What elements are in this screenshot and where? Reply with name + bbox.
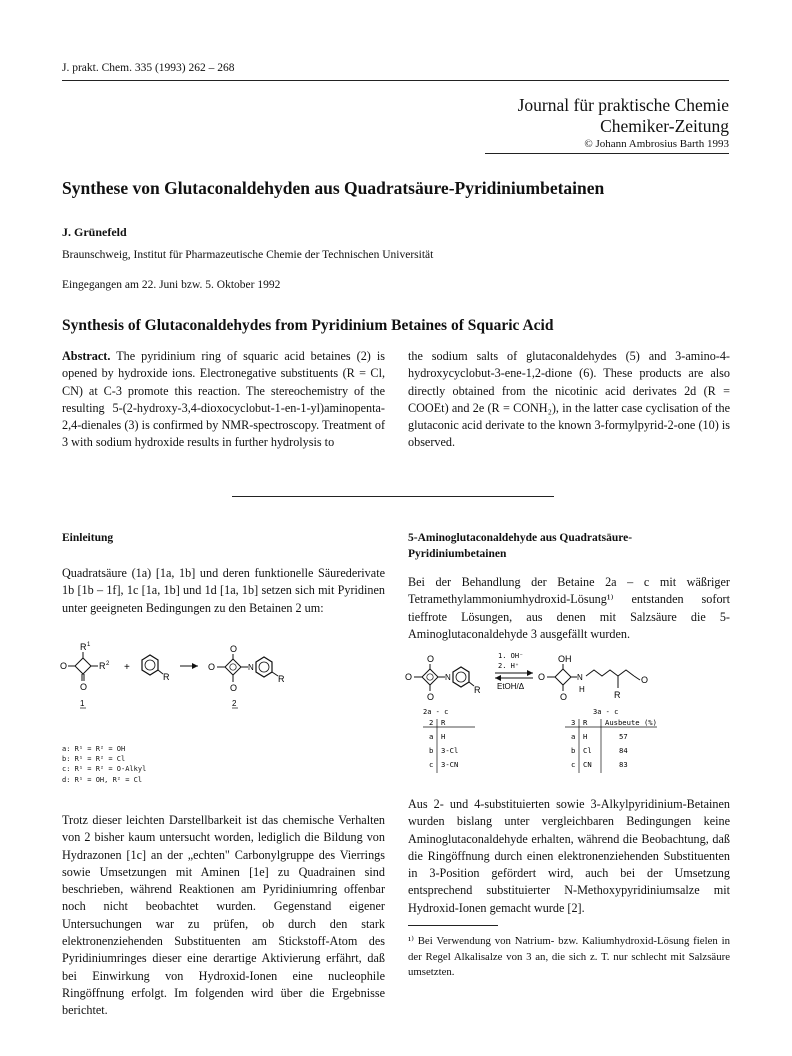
scheme2-atom: O: [427, 692, 435, 702]
article-title: Synthese von Glutaconaldehyden aus Quadratsäure-Pyridiniumbetainen: [62, 178, 605, 198]
scheme1-atom: 2: [106, 661, 110, 667]
footnote-rule: [408, 925, 498, 926]
abstract-left: [62, 348, 385, 452]
scheme1-atom: O: [230, 644, 238, 654]
condition-step-1: 1. OH⁻: [498, 652, 524, 660]
table-cell: CN: [583, 760, 592, 769]
scheme1-atom: R: [163, 672, 170, 682]
compound-label-2: 2: [232, 699, 237, 708]
reaction-scheme-1: [58, 640, 378, 745]
english-title: Synthesis of Glutaconaldehydes from Pyridinium Betaines of Squaric Acid: [62, 317, 554, 334]
scheme2-atom: O: [641, 675, 649, 685]
scheme1-atom: 1: [87, 642, 91, 648]
scheme2-atom: O: [560, 692, 568, 702]
table-cell: c: [571, 760, 576, 769]
table-cell: a: [429, 732, 434, 741]
abstract-text-left: The pyridinium ring of squaric acid betaines (2) is opened by hydroxide ions. Electronegative substituents (R = Cl, CN) at C-3 promote this reaction. The stereochemistry of the resulting 5-(2-hydroxy-3,4-dioxocyclobut-1-en-1-yl)aminopenta-2,4-dienales (3) is confirmed by NMR-spectroscopy. Treatment of 3 with sodium hydroxide results in further hydrolysis to: [62, 349, 385, 450]
table-cell: 3-CN: [441, 760, 459, 769]
scheme2-atom: OH: [558, 654, 572, 664]
definition-line: c: R¹ = R² = O-Alkyl: [62, 765, 147, 774]
copyright-rule: [485, 153, 729, 154]
paragraph-intro: Quadratsäure (1a) [1a, 1b] und deren funktionelle Säurederivate 1b [1b – 1f], 1c [1a, 1b] und 1d [1a, 1b] setzen sich mit Pyridinen unter geeigneten Bedingungen zu den Betainen 2 um:: [62, 566, 385, 615]
substituent-definitions: [62, 744, 146, 785]
table-cell: 84: [619, 746, 628, 755]
table-header: 2: [429, 718, 434, 727]
section-heading-aminoglutaconaldehyde: 5-Aminoglutaconaldehyde aus Quadratsäure-Pyridiniumbetainen: [408, 532, 633, 560]
paragraph-background: Trotz dieser leichten Darstellbarkeit ist das chemische Verhalten von 2 bisher kaum untersucht worden, lediglich die Bildung von Hydrazonen [1c] an der „echten" Carbonylgruppe des Vierrings sowie Umsetzungen mit Aminen [1e] zu Quadrainen sind beschrieben, während Reaktionen am Pyridiniumring offenbar noch nicht beobachtet wurden. Gegenstand eigener Untersuchungen war zu prüfen, ob durch den stark elektronenziehenden Substituenten am Stickstoff-Atom des Pyridiniumringes dieser eine derartige Aktivierung erfährt, daß bei Einwirkung von Hydroxid-Ionen eine nucleophile Ringöffnung erfolgt. Im folgenden wird über die Ergebnisse berichtet.: [62, 813, 385, 1018]
scheme2-atom: O: [405, 672, 413, 682]
journal-subtitle: Chemiker-Zeitung: [600, 116, 729, 136]
table-header: R: [441, 718, 446, 727]
table-cell: H: [583, 732, 588, 741]
section-divider: [232, 496, 554, 497]
scheme1-atom: O: [230, 683, 238, 693]
table-cell: 57: [619, 732, 628, 741]
reaction-scheme-2: [405, 648, 730, 783]
abstract-right: the sodium salts of glutaconaldehydes (5) and 3-amino-4-hydroxycyclobut-3-ene-1,2-dione (6). These products are also directly obtained from the nicotinic acid derivates 2d (R = COOEt) and 2e (R = CONH₂), in the latter case cyclisation of the glutaconic acid derivate to the known 3-formylpyrid-2-one (10) is observed.: [408, 349, 730, 450]
table-cell: 3-Cl: [441, 746, 459, 755]
table-cell: Cl: [583, 746, 592, 755]
paragraph-substitution: Aus 2- und 4-substituierten sowie 3-Alkylpyridinium-Betainen wurden bislang unter vergleichbaren Bedingungen keine Aminoglutaconaldehyde erhalten, während die Beobachtung, daß die Ringöffnung durch einen elektronenziehenden Substituenten in 3-Position gefördert wird, auch bei der Umsetzung entsprechend substituierter N-Methoxypyridiniumsalze mit Hydroxid-Ionen gemacht wurde [2].: [408, 797, 730, 915]
condition-step-2: 2. H⁺: [498, 662, 520, 670]
received-date: Eingegangen am 22. Juni bzw. 5. Oktober 1992: [62, 279, 281, 291]
scheme2-atom: O: [427, 654, 435, 664]
scheme2-atom: R: [474, 685, 481, 695]
scheme1-atom: O: [80, 682, 88, 692]
scheme1-atom: R: [278, 674, 285, 684]
copyright: © Johann Ambrosius Barth 1993: [584, 138, 729, 150]
compound-label-2a-c: 2a - c: [423, 708, 449, 716]
author: J. Grünefeld: [62, 225, 127, 239]
scheme1-atom: R: [80, 642, 87, 652]
running-header: J. prakt. Chem. 335 (1993) 262 – 268: [62, 62, 235, 74]
definition-line: b: R¹ = R² = Cl: [62, 755, 126, 764]
table-compound-3-yield: [565, 718, 657, 773]
table-cell: H: [441, 732, 446, 741]
table-header: R: [583, 718, 588, 727]
definition-line: a: R¹ = R² = OH: [62, 745, 126, 753]
plus-sign: +: [124, 662, 130, 673]
table-header: 3: [571, 718, 576, 727]
journal-title: Journal für praktische Chemie: [517, 95, 729, 115]
scheme1-atom: O: [208, 662, 216, 672]
header-rule: [62, 80, 729, 81]
abstract-label: Abstract.: [62, 349, 111, 363]
table-compound-2: [423, 718, 475, 773]
section-heading-einleitung: Einleitung: [62, 532, 114, 544]
affiliation: Braunschweig, Institut für Pharmazeutische Chemie der Technischen Universität: [62, 249, 434, 261]
scheme1-atom: N: [248, 663, 254, 672]
table-cell: c: [429, 760, 434, 769]
table-cell: b: [429, 746, 434, 755]
scheme2-atom: N: [577, 673, 583, 682]
paragraph-treatment: Bei der Behandlung der Betaine 2a – c mit wäßriger Tetramethylammoniumhydroxid-Lösung¹⁾ entstanden sofort tieffrote Lösungen, aus denen mit Salzsäure die 5-Aminoglutaconaldehyde 3 ausgefällt wurden.: [408, 575, 730, 641]
scheme2-atom: R: [614, 690, 621, 700]
compound-label-1: 1: [80, 699, 85, 708]
condition-solvent: EtOH/Δ: [497, 682, 525, 691]
scheme2-atom: H: [579, 685, 585, 694]
table-header: Ausbeute (%): [605, 718, 657, 727]
scheme2-atom: N: [445, 673, 451, 682]
scheme2-atom: O: [538, 672, 546, 682]
table-cell: a: [571, 732, 576, 741]
definition-line: d: R¹ = OH, R² = Cl: [62, 775, 143, 784]
compound-label-3a-c: 3a - c: [593, 708, 619, 716]
scheme1-atom: R: [99, 661, 106, 671]
footnote: ¹⁾ Bei Verwendung von Natrium- bzw. Kaliumhydroxid-Lösung fielen in der Regel Alkalisalze von 3 an, die sich z. T. nur schlecht mit Salzsäure umsetzten.: [408, 935, 730, 978]
table-cell: b: [571, 746, 576, 755]
journal-name: [518, 95, 729, 137]
scheme1-atom: O: [60, 661, 68, 671]
table-cell: 83: [619, 760, 628, 769]
